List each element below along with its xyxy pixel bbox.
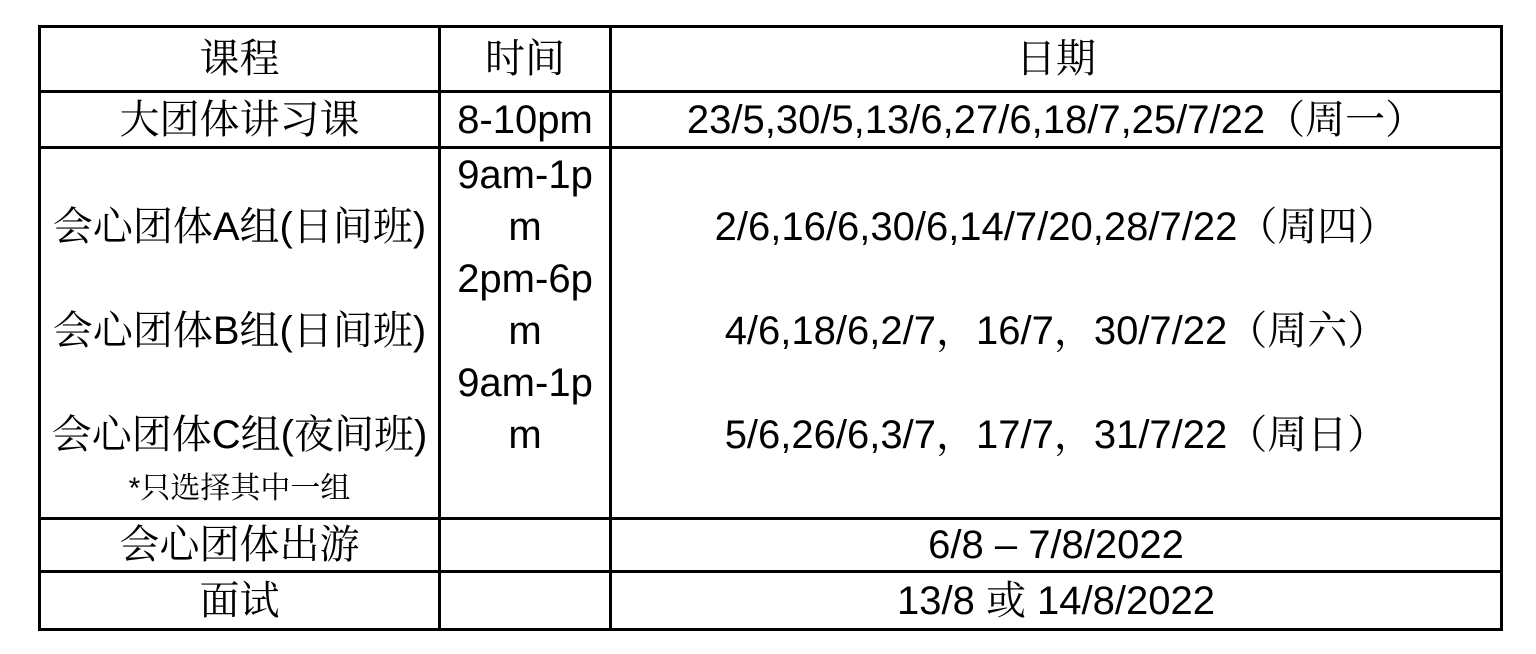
outing-course-cell: 会心团体出游 (41, 520, 441, 573)
groups-date-line-c: 5/6,26/6,3/7，17/7，31/7/22（周日） (724, 413, 1388, 457)
groups-time-line: 9am-1p (457, 153, 593, 197)
header-course: 课程 (41, 28, 441, 93)
groups-course-line-a: 会心团体A组(日间班) (52, 205, 427, 249)
groups-date-line (612, 253, 1500, 305)
groups-time-line: 2pm-6p (457, 257, 593, 301)
groups-time-line: m (508, 205, 542, 249)
groups-course-cell (41, 149, 441, 520)
groups-time-line: m (508, 413, 542, 457)
groups-date-line (612, 149, 1500, 201)
interview-course-cell: 面试 (41, 573, 441, 628)
interview-time-cell (441, 573, 612, 628)
groups-course-line-c: 会心团体C组(夜间班) (51, 413, 428, 457)
outing-time-cell (441, 520, 612, 573)
lecture-course-cell: 大团体讲习课 (41, 93, 441, 149)
groups-time-line: m (508, 309, 542, 353)
groups-time-line: 9am-1p (457, 361, 593, 405)
schedule-table (38, 25, 1503, 631)
groups-course-line (41, 253, 438, 305)
groups-footnote: *只选择其中一组 (128, 471, 351, 505)
groups-date-line-b: 4/6,18/6,2/7，16/7，30/7/22（周六） (724, 309, 1388, 353)
groups-course-line (41, 357, 438, 409)
header-time: 时间 (441, 28, 612, 93)
lecture-date-cell: 23/5,30/5,13/6,27/6,18/7,25/7/22（周一） (612, 93, 1500, 149)
lecture-time-cell: 8-10pm (441, 93, 612, 149)
interview-date-cell: 13/8 或 14/8/2022 (896, 578, 1216, 623)
groups-date-cell (612, 149, 1500, 520)
groups-time-cell (441, 149, 612, 520)
groups-date-line (612, 357, 1500, 409)
outing-date-cell: 6/8 – 7/8/2022 (612, 520, 1500, 573)
groups-course-line (41, 149, 438, 201)
header-date: 日期 (612, 28, 1500, 93)
groups-course-line-b: 会心团体B组(日间班) (52, 309, 427, 353)
groups-date-line-a: 2/6,16/6,30/6,14/7/20,28/7/22（周四） (714, 205, 1398, 249)
